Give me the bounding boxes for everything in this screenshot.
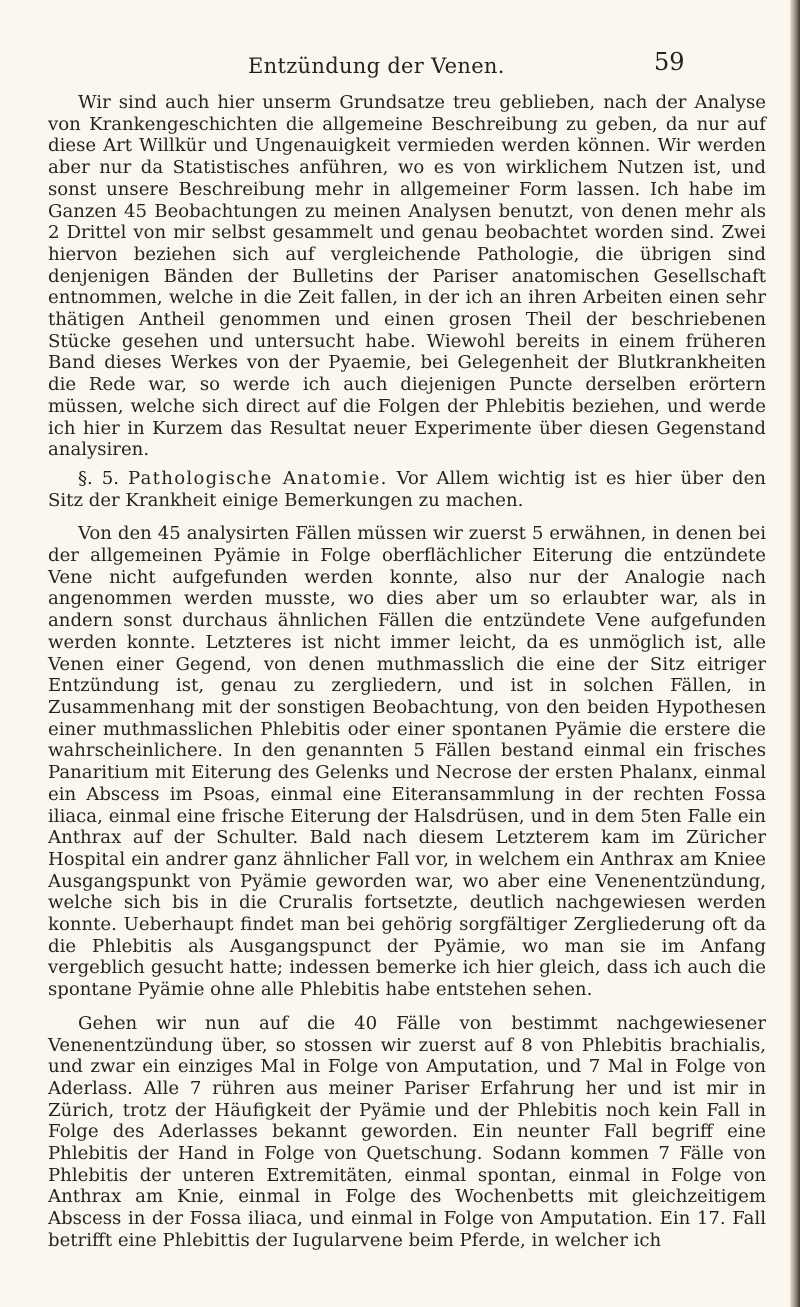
paragraph-analysis-method: Wir sind auch hier unserm Grundsatze treu geblieben, nach der Analyse von Krankengeschichten die allgemeine Beschreibung zu geben, da nur auf diese Art Willkür und Ungenauigkeit vermieden werden können. Wir werden aber nur da Statistisches anführen, wo es von wirklichem Nutzen ist, und sonst unsere Beschreibung mehr in allgemeiner Form lassen. Ich habe im Ganzen 45 Beobachtungen zu meinen Analysen benutzt, von denen mehr als 2 Drittel von mir selbst gesammelt und genau beobachtet worden sind. Zwei hiervon beziehen sich auf vergleichende Pathologie, die übrigen sind denjenigen Bänden der Bulletins der Pariser anatomischen Gesellschaft entnommen, welche in die Zeit fallen, in der ich an ihren Arbeiten einen sehr thätigen Antheil genommen und einen grosen Theil der beschriebenen Stücke gesehen und untersucht habe. Wiewohl bereits in einem früheren Band dieses Werkes von der Pyaemie, bei Gelegenheit der Blutkrankheiten die Rede war, so werde ich auch diejenigen Puncte derselben erörtern müssen, welche sich direct auf die Folgen der Phlebitis beziehen, und werde ich hier in Kurzem das Resultat neuer Experimente über diesen Gegenstand analysiren. [48, 92, 766, 461]
paragraph-analysed-cases: Von den 45 analysirten Fällen müssen wir zuerst 5 erwähnen, in denen bei der allgemeinen Pyämie in Folge oberflächlicher Eiterung die entzündete Vene nicht aufgefunden werden konnte, also nur der Analogie nach angenommen werden musste, wo dies aber um so erlaubter war, als in andern sonst durchaus ähnlichen Fällen die entzündete Vene aufgefunden werden konnte. Letzteres ist nicht immer leicht, da es unmöglich ist, alle Venen einer Gegend, von denen muthmasslich die eine der Sitz eitriger Entzündung ist, genau zu zergliedern, und ist in solchen Fällen, in Zusammenhang mit der sonstigen Beobachtung, von den beiden Hypothesen einer muthmasslichen Phlebitis oder einer spontanen Pyämie die erstere die wahrscheinlichere. In den genannten 5 Fällen bestand einmal ein frisches Panaritium mit Eiterung des Gelenks und Necrose der ersten Phalanx, einmal ein Abscess im Psoas, einmal eine Eiteransammlung in der rechten Fossa iliaca, einmal eine frische Eiterung der Halsdrüsen, und in dem 5ten Falle ein Anthrax auf der Schulter. Bald nach diesem Letzterem kam im Züricher Hospital ein andrer ganz ähnlicher Fall vor, in welchem ein Anthrax am Kniee Ausgangspunkt von Pyämie geworden war, wo aber eine Venenentzündung, welche sich bis in die Cruralis fortsetzte, deutlich nachgewiesen werden konnte. Ueberhaupt findet man bei gehörig sorgfältiger Zergliederung oft da die Phlebitis als Ausgangspunct der Pyämie, wo man sie im Anfang vergeblich gesucht hatte; indessen bemerke ich hier gleich, dass ich auch die spontane Pyämie ohne alle Phlebitis habe entstehen sehen. [48, 523, 766, 1001]
section-title: Pathologische Anatomie. [127, 467, 388, 489]
page-body [48, 92, 766, 1252]
paragraph-phlebitis-cases: Gehen wir nun auf die 40 Fälle von bestimmt nachgewiesener Venenentzündung über, so stossen wir zuerst auf 8 von Phlebitis brachialis, und zwar ein einziges Mal in Folge von Amputation, und 7 Mal in Folge von Aderlass. Alle 7 rühren aus meiner Pariser Erfahrung her und ist mir in Zürich, trotz der Häufigkeit der Pyämie und der Phlebitis noch kein Fall in Folge des Aderlasses bekannt geworden. Ein neunter Fall begriff eine Phlebitis der Hand in Folge von Quetschung. Sodann kommen 7 Fälle von Phlebitis der unteren Extremitäten, einmal spontan, einmal in Folge von Anthrax am Knie, einmal in Folge des Wochenbetts mit gleichzeitigem Abscess in der Fossa iliaca, und einmal in Folge von Amputation. Ein 17. Fall betrifft eine Phlebittis der Iugularvene beim Pferde, in welcher ich [48, 1012, 766, 1251]
running-title: Entzündung der Venen. [248, 54, 505, 78]
section-intro-text: Vor Allem wichtig ist es hier über den Sitz der Krankheit einige Bemerkungen zu machen. [48, 467, 766, 511]
page-edge-shadow [790, 0, 800, 1307]
page-header [0, 44, 800, 84]
page-number: 59 [654, 48, 685, 76]
section-heading-paragraph [48, 468, 766, 511]
section-number: §. 5. [78, 467, 119, 489]
